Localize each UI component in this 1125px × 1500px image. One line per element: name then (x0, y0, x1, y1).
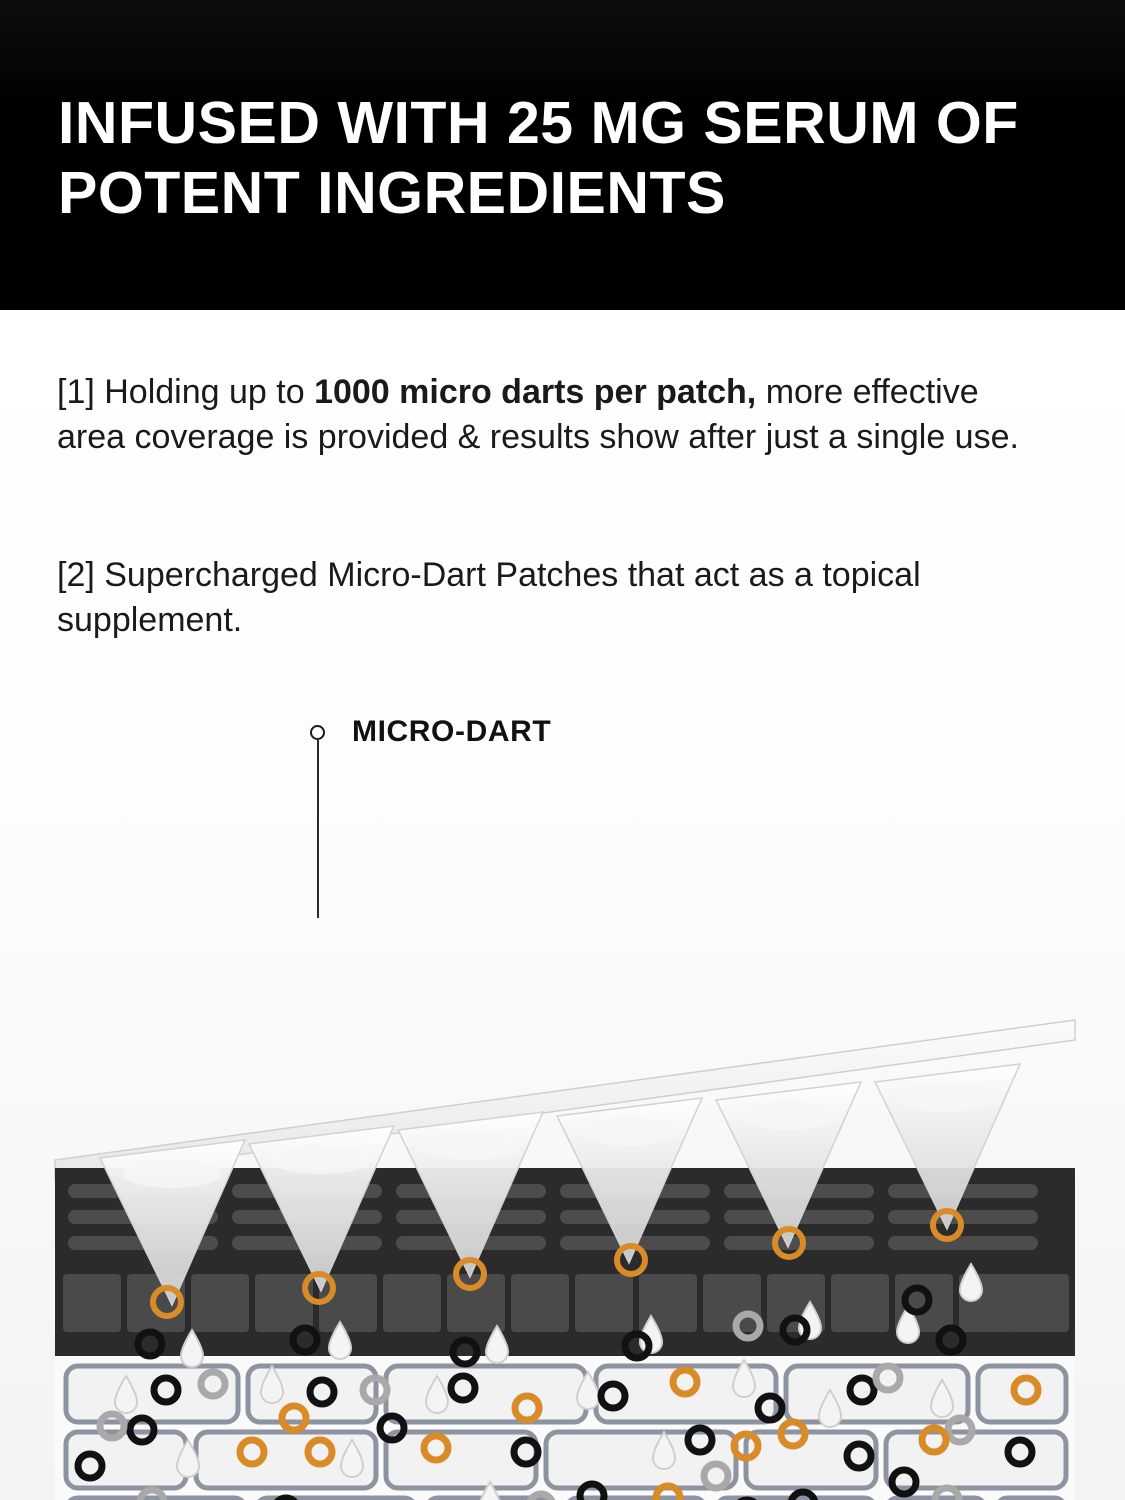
paragraph-one-highlight: 1000 micro darts per patch, (314, 373, 757, 411)
micro-dart-callout-label: MICRO-DART (352, 715, 552, 748)
paragraph-two: [2] Supercharged Micro-Dart Patches that act as a topical supplement. (57, 556, 921, 639)
paragraph-one-suffix: more effective area coverage is provided & results show after just a single use. (57, 373, 1019, 456)
dermis-layer (55, 1356, 1075, 1500)
paragraph-one-prefix: [1] Holding up to (57, 373, 315, 411)
page-title: INFUSED WITH 25 MG SERUM OF POTENT INGREDIENTS (58, 90, 1019, 226)
content-area (0, 310, 1125, 1500)
circle-marker-icon (310, 725, 325, 740)
header-banner (0, 0, 1125, 310)
paragraph-one (57, 370, 1047, 460)
skin-cross-section-diagram (0, 740, 1125, 1500)
